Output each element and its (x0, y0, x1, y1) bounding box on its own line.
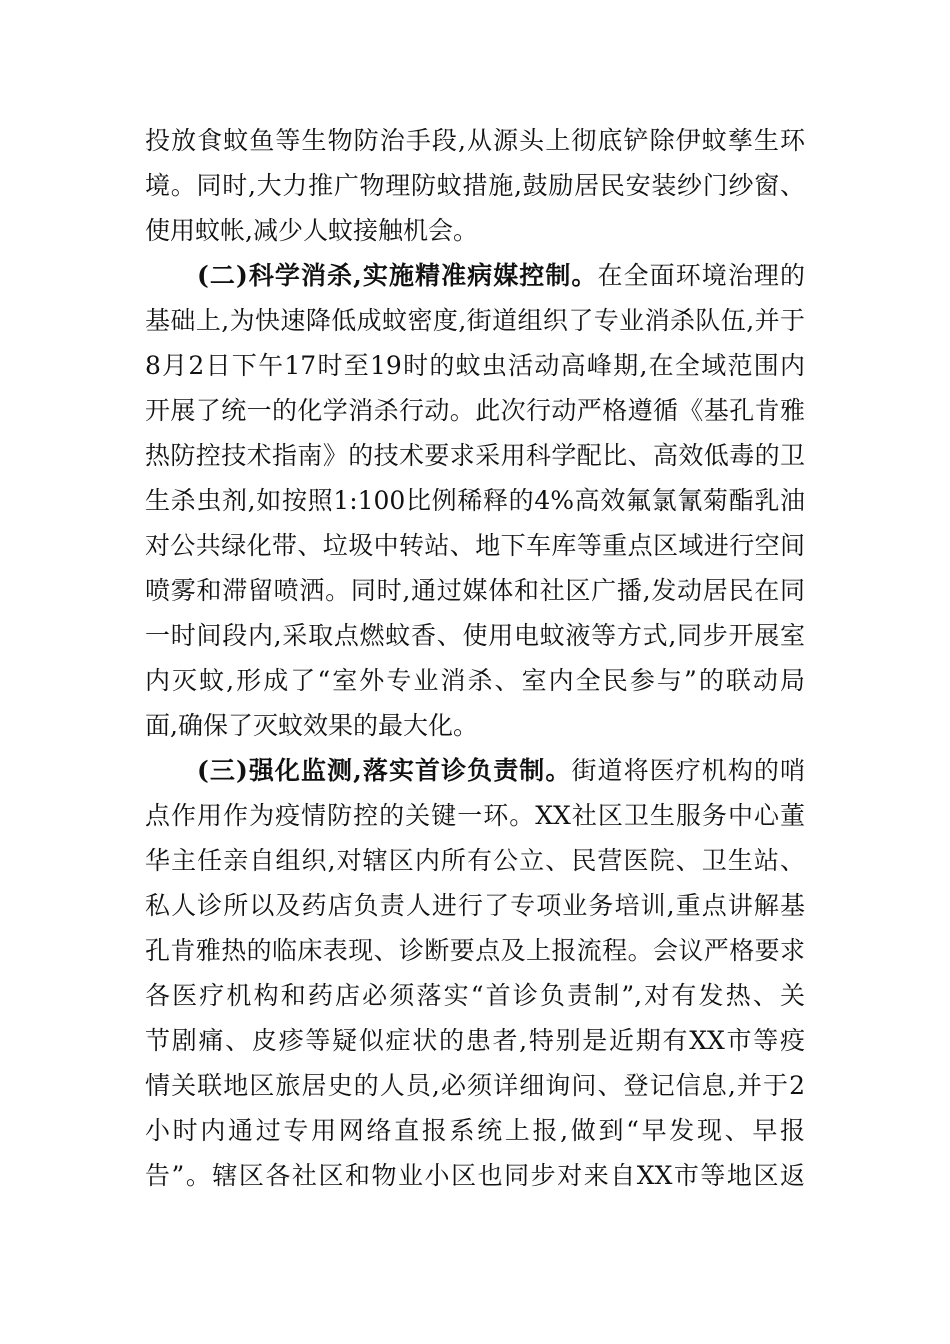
text-line: 告”。辖区各社区和物业小区也同步对来自XX市等地区返 (145, 1161, 805, 1190)
paragraph-monitoring (145, 748, 805, 1198)
paragraph-continuation (145, 118, 805, 253)
text-line: 8月2日下午17时至19时的蚊虫活动高峰期,在全域范围内 (145, 351, 805, 380)
text-line: 使用蚊帐,减少人蚊接触机会。 (145, 216, 478, 245)
text-line: 喷雾和滞留喷洒。同时,通过媒体和社区广播,发动居民在同 (145, 576, 805, 605)
text-line: 热防控技术指南》的技术要求采用科学配比、高效低毒的卫 (145, 441, 805, 470)
heading-followup-text: 街道将医疗机构的哨 (571, 756, 805, 785)
text-line: 对公共绿化带、垃圾中转站、地下车库等重点区域进行空间 (145, 531, 805, 560)
text-line: 小时内通过专用网络直报系统上报,做到“早发现、早报 (145, 1116, 805, 1145)
paragraph-first-line (145, 748, 805, 793)
text-line: 投放食蚊鱼等生物防治手段,从源头上彻底铲除伊蚊孳生环 (145, 126, 805, 155)
section-heading: (二)科学消杀,实施精准病媒控制。 (197, 261, 598, 290)
text-line: 内灭蚊,形成了“室外专业消杀、室内全民参与”的联动局 (145, 666, 805, 695)
section-heading: (三)强化监测,落实首诊负责制。 (197, 756, 572, 785)
paragraph-first-line (145, 253, 805, 298)
text-line: 节剧痛、皮疹等疑似症状的患者,特别是近期有XX市等疫 (145, 1026, 805, 1055)
text-line: 各医疗机构和药店必须落实“首诊负责制”,对有发热、关 (145, 981, 805, 1010)
text-line: 点作用作为疫情防控的关键一环。XX社区卫生服务中心董 (145, 801, 805, 830)
text-line: 境。同时,大力推广物理防蚊措施,鼓励居民安装纱门纱窗、 (145, 171, 805, 200)
text-line: 基础上,为快速降低成蚊密度,街道组织了专业消杀队伍,并于 (145, 306, 805, 335)
text-line: 华主任亲自组织,对辖区内所有公立、民营医院、卫生站、 (145, 846, 805, 875)
text-line: 私人诊所以及药店负责人进行了专项业务培训,重点讲解基 (145, 891, 805, 920)
paragraph-disinfection (145, 253, 805, 748)
text-line: 开展了统一的化学消杀行动。此次行动严格遵循《基孔肯雅 (145, 396, 805, 425)
heading-followup-text: 在全面环境治理的 (597, 261, 805, 290)
text-line: 面,确保了灭蚊效果的最大化。 (145, 711, 478, 740)
text-line: 情关联地区旅居史的人员,必须详细询问、登记信息,并于2 (145, 1071, 805, 1100)
text-line: 孔肯雅热的临床表现、诊断要点及上报流程。会议严格要求 (145, 936, 805, 965)
text-line: 生杀虫剂,如按照1:100比例稀释的4%高效氟氯氰菊酯乳油 (145, 486, 805, 515)
text-line: 一时间段内,采取点燃蚊香、使用电蚊液等方式,同步开展室 (145, 621, 805, 650)
